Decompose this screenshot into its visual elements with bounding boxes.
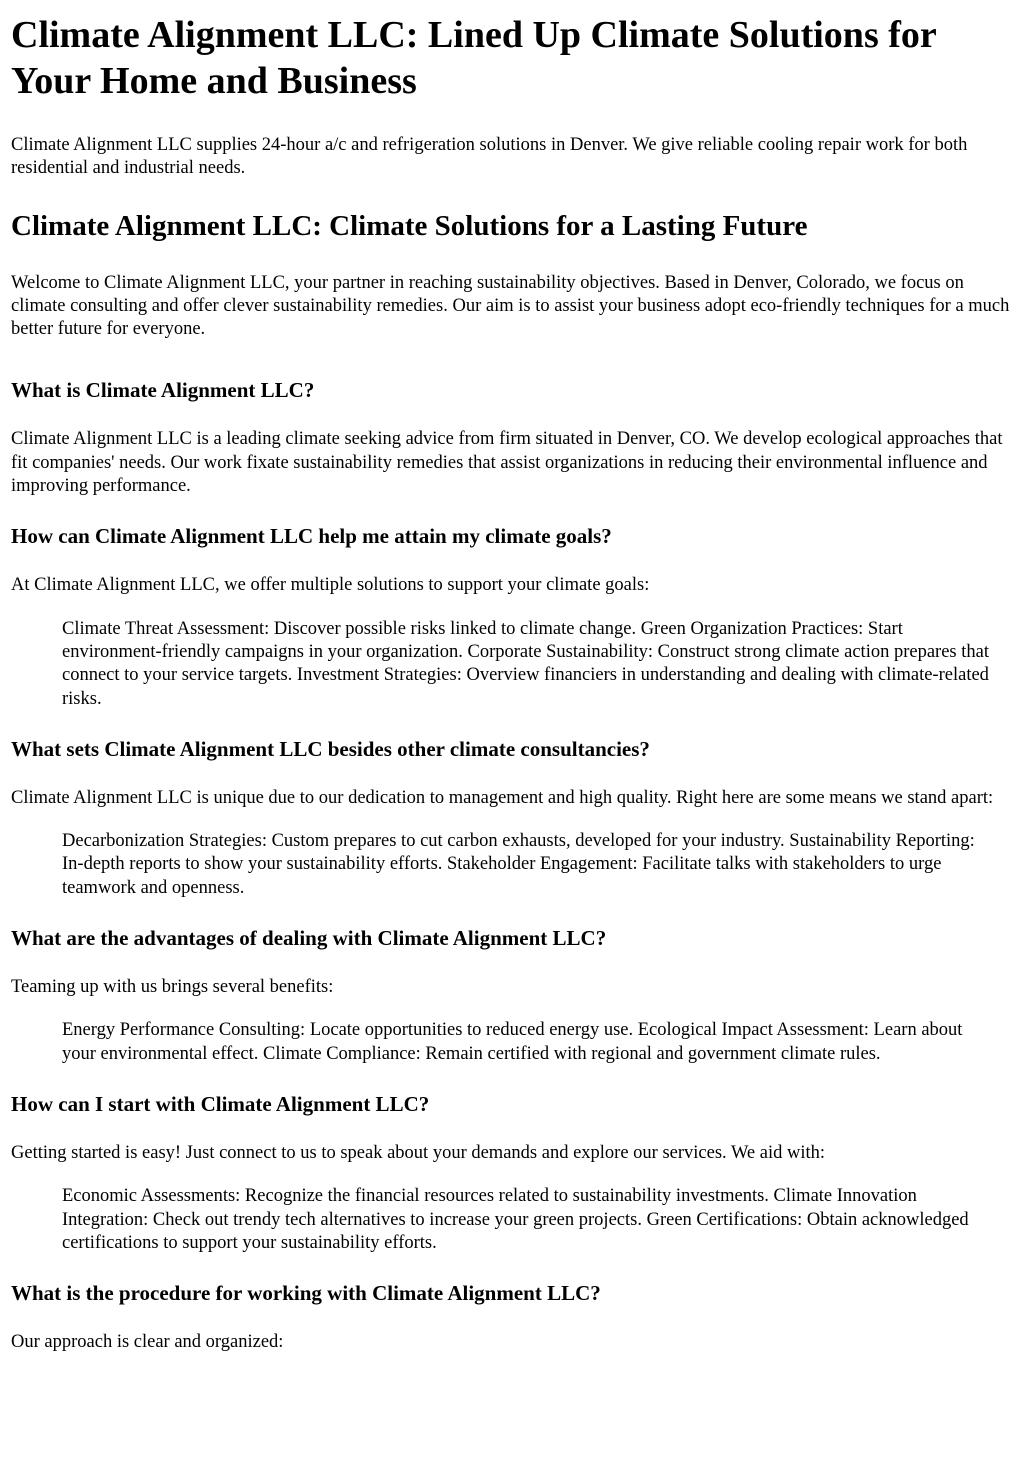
welcome-paragraph: Welcome to Climate Alignment LLC, your partner in reaching sustainability objectives. Based in Denver, Colorado, we focus on climate consulting and offer clever sustainability remedies. Our aim is to assist your business adopt eco-friendly techniques for a much better future for everyone.: [11, 272, 1010, 340]
faq-quote-help-goals: Climate Threat Assessment: Discover possible risks linked to climate change. Green Organization Practices: Start environment-friendly campaigns in your organization. Corporate Sustainability: Construct strong climate action prepares that connect to your service targets. Investment Strategies: Overview financiers in understanding and dealing with climate-related risks.: [62, 618, 989, 709]
page-title: Climate Alignment LLC: Lined Up Climate Solutions for Your Home and Business: [11, 14, 937, 102]
faq-quote-get-started: Economic Assessments: Recognize the financial resources related to sustainability investments. Climate Innovation Integration: Check out trendy tech alternatives to increase your green projects. Green Certifications: Obtain acknowledged certifications to support your sustainability efforts.: [62, 1186, 969, 1253]
faq-question-help-goals: How can Climate Alignment LLC help me attain my climate goals?: [11, 524, 612, 549]
faq-question-get-started: How can I start with Climate Alignment LLC?: [11, 1091, 430, 1116]
faq-answer-procedure: Our approach is clear and organized:: [11, 1332, 284, 1353]
faq-question-procedure: What is the procedure for working with Climate Alignment LLC?: [11, 1281, 601, 1306]
faq-answer-what-is: Climate Alignment LLC is a leading climate seeking advice from firm situated in Denver, CO. We develop ecological approaches that fit companies' needs. Our work fixate sustainability remedies that assist organizations in reducing their environmental influence and improving performance.: [11, 429, 1003, 497]
faq-answer-help-goals: At Climate Alignment LLC, we offer multiple solutions to support your climate goals:: [11, 575, 650, 596]
faq-question-advantages: What are the advantages of dealing with Climate Alignment LLC?: [11, 926, 607, 951]
faq-quote-advantages: Energy Performance Consulting: Locate opportunities to reduced energy use. Ecological Impact Assessment: Learn about your environmental effect. Climate Compliance: Remain certified with regional and government climate rules.: [62, 1020, 963, 1064]
section-heading: Climate Alignment LLC: Climate Solutions for a Lasting Future: [11, 209, 808, 242]
faq-answer-what-sets-apart: Climate Alignment LLC is unique due to our dedication to management and high quality. Right here are some means we stand apart:: [11, 787, 994, 808]
faq-quote-what-sets-apart: Decarbonization Strategies: Custom prepares to cut carbon exhausts, developed for your industry. Sustainability Reporting: In-depth reports to show your sustainability efforts. Stakeholder Engagement: Facilitate talks with stakeholders to urge teamwork and openness.: [62, 831, 975, 898]
intro-paragraph: Climate Alignment LLC supplies 24-hour a/c and refrigeration solutions in Denver. We give reliable cooling repair work for both residential and industrial needs.: [11, 135, 968, 179]
article: [0, 12, 1024, 1354]
faq-answer-get-started: Getting started is easy! Just connect to us to speak about your demands and explore our services. We aid with:: [11, 1142, 826, 1163]
faq-question-what-is: What is Climate Alignment LLC?: [11, 378, 315, 403]
faq-question-what-sets-apart: What sets Climate Alignment LLC besides other climate consultancies?: [11, 736, 650, 761]
faq-answer-advantages: Teaming up with us brings several benefits:: [11, 977, 334, 998]
